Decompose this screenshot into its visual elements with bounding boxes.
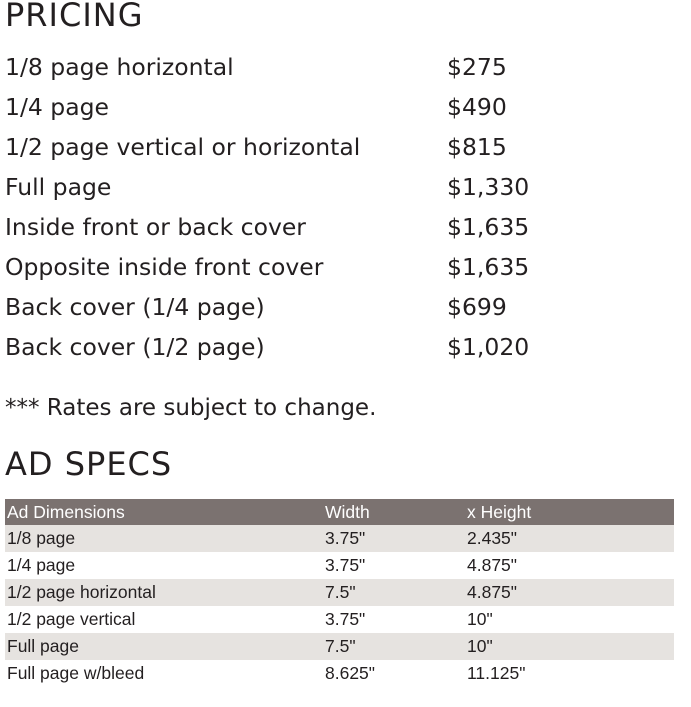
table-row: [5, 606, 674, 633]
price-row-label: Full page: [5, 173, 112, 201]
cell-dimension: Full page: [7, 636, 79, 656]
ad-specs-table: [5, 499, 674, 687]
price-row: [5, 47, 565, 87]
price-row-price: $490: [447, 93, 507, 121]
header-dimensions: Ad Dimensions: [7, 502, 125, 522]
price-row-label: Back cover (1/4 page): [5, 293, 265, 321]
cell-dimension: 1/2 page horizontal: [7, 582, 156, 602]
price-row-label: Inside front or back cover: [5, 213, 306, 241]
cell-dimension: Full page w/bleed: [7, 663, 145, 683]
cell-width: 7.5": [325, 636, 356, 656]
price-row-label: 1/2 page vertical or horizontal: [5, 133, 361, 161]
cell-dimension: 1/2 page vertical: [7, 609, 136, 629]
cell-height: 10": [467, 609, 493, 629]
header-height: x Height: [467, 502, 532, 522]
header-width: Width: [325, 502, 370, 522]
price-row: [5, 87, 565, 127]
cell-height: 4.875": [467, 555, 518, 575]
price-row-label: 1/4 page: [5, 93, 109, 121]
price-row: [5, 287, 565, 327]
table-header: [5, 499, 674, 525]
table-row: [5, 552, 674, 579]
cell-width: 3.75": [325, 609, 366, 629]
cell-width: 8.625": [325, 663, 376, 683]
table-row: [5, 525, 674, 552]
price-row-price: $275: [447, 53, 507, 81]
cell-dimension: 1/4 page: [7, 555, 76, 575]
cell-height: 10": [467, 636, 493, 656]
price-row: [5, 247, 565, 287]
table-row: [5, 660, 674, 687]
price-row-price: $815: [447, 133, 507, 161]
pricing-title: PRICING: [5, 0, 144, 34]
price-row-label: 1/8 page horizontal: [5, 53, 234, 81]
price-row-price: $699: [447, 293, 507, 321]
price-row-price: $1,020: [447, 333, 530, 361]
cell-height: 11.125": [467, 663, 526, 683]
cell-width: 3.75": [325, 528, 366, 548]
price-row: [5, 127, 565, 167]
specs-title: AD SPECS: [5, 445, 173, 483]
price-row: [5, 207, 565, 247]
cell-width: 3.75": [325, 555, 366, 575]
table-row: [5, 579, 674, 606]
cell-height: 2.435": [467, 528, 518, 548]
price-row-price: $1,330: [447, 173, 530, 201]
price-row-label: Back cover (1/2 page): [5, 333, 265, 361]
cell-dimension: 1/8 page: [7, 528, 76, 548]
price-row-price: $1,635: [447, 213, 530, 241]
price-row-price: $1,635: [447, 253, 530, 281]
cell-width: 7.5": [325, 582, 356, 602]
price-row: [5, 327, 565, 367]
rates-note: *** Rates are subject to change.: [5, 395, 377, 421]
cell-height: 4.875": [467, 582, 518, 602]
price-row-label: Opposite inside front cover: [5, 253, 324, 281]
price-row: [5, 167, 565, 207]
table-row: [5, 633, 674, 660]
